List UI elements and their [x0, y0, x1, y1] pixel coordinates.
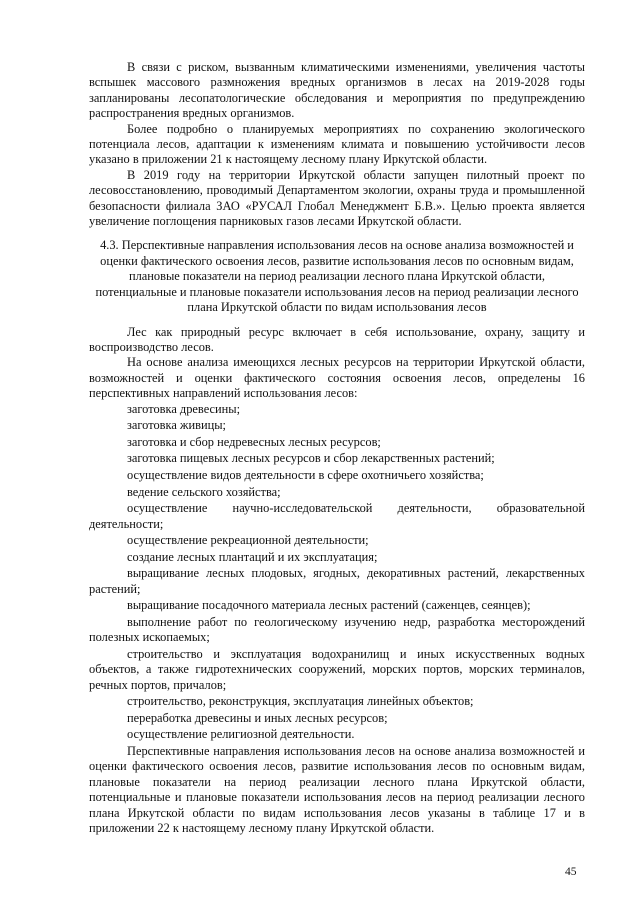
- paragraph-closing: Перспективные направления использования лесов на основе анализа возможностей и оценки фактического освоения лесов, развитие использования лесов по основным видам, плановые показатели на период реализации лесного плана Иркутской области, потенциальные и плановые показатели использования лесов на период реализации лесного плана Иркутской области по видам использования лесов указаны в таблице 17 и в приложении 22 к настоящему лесному плану Иркутской области.: [89, 744, 585, 836]
- list-item: заготовка и сбор недревесных лесных ресурсов;: [127, 434, 381, 449]
- list-item: выращивание посадочного материала лесных растений (саженцев, сеянцев);: [127, 598, 531, 613]
- page-number: 45: [565, 866, 577, 878]
- list-item: строительство, реконструкция, эксплуатация линейных объектов;: [127, 694, 474, 709]
- paragraph-analysis: На основе анализа имеющихся лесных ресурсов на территории Иркутской области, возможностей и оценки фактического состояния освоения лесов, определены 16 перспективных направлений использования лесов:: [89, 355, 585, 401]
- list-item: выполнение работ по геологическому изучению недр, разработка месторождений полезных ископаемых;: [89, 614, 585, 645]
- list-item: осуществление религиозной деятельности.: [127, 727, 355, 742]
- list-item: заготовка древесины;: [127, 401, 241, 416]
- paragraph-climate-risk: В связи с риском, вызванным климатическими изменениями, увеличения частоты вспышек массового размножения вредных организмов в лесах на 2019-2028 годы запланированы лесопатологические обследования и мероприятия по предупреждению распространения вредных организмов.: [89, 60, 585, 121]
- list-item: осуществление видов деятельности в сфере охотничьего хозяйства;: [127, 467, 484, 482]
- list-item: создание лесных плантаций и их эксплуатация;: [127, 549, 378, 564]
- paragraph-appendix-21: Более подробно о планируемых мероприятиях по сохранению экологического потенциала лесов, адаптации к изменениям климата и повышению устойчивости лесов указано в приложении 21 к настоящему лесному плану Иркутской области.: [89, 121, 585, 167]
- document-page: [89, 60, 585, 837]
- list-item: осуществление рекреационной деятельности;: [127, 533, 369, 548]
- directions-list: [89, 402, 585, 743]
- list-item: заготовка пищевых лесных ресурсов и сбор лекарственных растений;: [127, 451, 495, 466]
- list-item: ведение сельского хозяйства;: [127, 484, 281, 499]
- section-heading: 4.3. Перспективные направления использования лесов на основе анализа возможностей и оценки фактического освоения лесов, развитие использования лесов по основным видам, плановые показатели на период реализации лесного плана Иркутской области, потенциальные и плановые показатели использования лесов на период реализации лесного плана Иркутской области по видам использования лесов: [95, 238, 579, 315]
- list-item: осуществление научно-исследовательской деятельности, образовательной деятельности;: [89, 501, 585, 531]
- list-item: переработка древесины и иных лесных ресурсов;: [127, 710, 388, 725]
- list-item: выращивание лесных плодовых, ягодных, декоративных растений, лекарственных растений;: [89, 566, 585, 596]
- paragraph-forest-resource: Лес как природный ресурс включает в себя использование, охрану, защиту и воспроизводство лесов.: [89, 324, 585, 354]
- paragraph-pilot-project: В 2019 году на территории Иркутской области запущен пилотный проект по лесовосстановлению, проводимый Департаментом экологии, охраны труда и промышленной безопасности филиала ЗАО «РУСАЛ Глобал Менеджмент Б.В.». Целью проекта является увеличение поглощения парниковых газов лесами Иркутской области.: [89, 167, 585, 229]
- list-item: заготовка живицы;: [127, 418, 226, 433]
- list-item: строительство и эксплуатация водохранилищ и иных искусственных водных объектов, а также гидротехнических сооружений, морских портов, морских терминалов, речных портов, причалов;: [89, 646, 585, 692]
